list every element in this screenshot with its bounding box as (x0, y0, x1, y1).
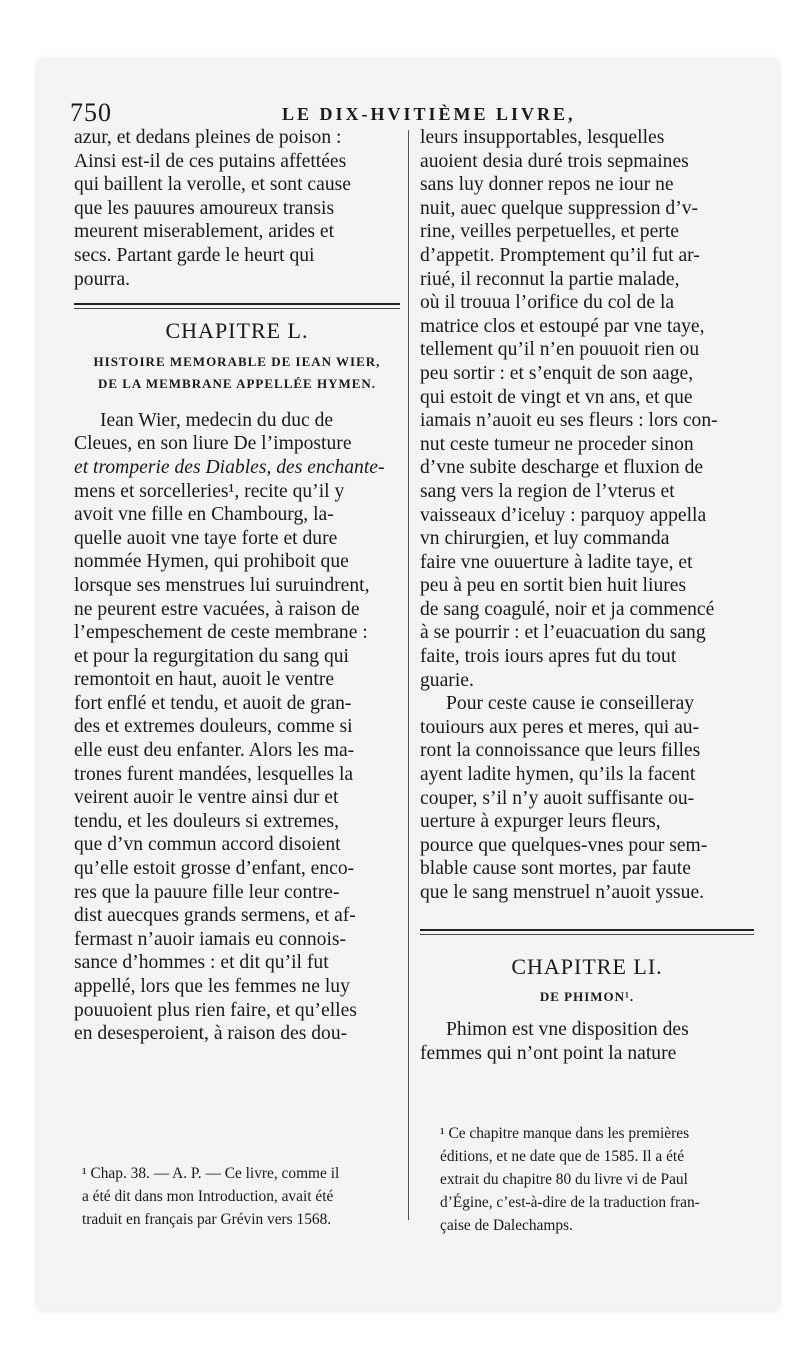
text-line: ayent ladite hymen, qu’ils la facent (420, 764, 696, 786)
column-divider (408, 130, 409, 1220)
text-line: à se pourrir : et l’euacuation du sang (420, 622, 706, 644)
chapter-title: CHAPITRE LI. (511, 953, 663, 979)
text-line: lorsque ses menstrues lui suruindrent, (74, 574, 370, 596)
text-line: d’vne subite descharge et fluxion de (420, 457, 704, 479)
footnote-line: ¹ Chap. 38. — A. P. — Ce livre, comme il (82, 1165, 340, 1182)
text-line: ront la connoissance que leurs filles (420, 740, 701, 762)
text-line: trones furent mandées, lesquelles la (74, 763, 354, 785)
text-line: riué, il reconnut la partie malade, (420, 268, 680, 290)
text-line: qui estoit de vingt et vn ans, et que (420, 386, 693, 408)
text-line: de sang coagulé, noir et ja commencé (420, 598, 715, 620)
right-lines-after (420, 1018, 754, 1065)
text-line: Ainsi est-il de ces putains affettées (74, 150, 347, 172)
footnote-line: extrait du chapitre 80 du livre vi de Paul (440, 1171, 688, 1188)
text-line: veirent auoir le ventre ainsi dur et (74, 787, 339, 809)
text-line: remontoit en haut, auoit le ventre (74, 669, 335, 691)
text-line: que le sang menstruel n’auoit yssue. (420, 882, 705, 903)
text-line: fermast n’auoir iamais eu connois- (74, 928, 347, 950)
text-line: quelle auoit vne taye forte et dure (74, 527, 338, 549)
left-lines-before (74, 126, 400, 291)
text-line: nuit, auec quelque suppression d’v- (420, 197, 699, 219)
text-line: secs. Partant garde le heurt qui (74, 244, 315, 266)
text-line: uerture à expurger leurs fleurs, (420, 811, 661, 833)
text-line: iamais n’auoit eu ses fleurs : lors con- (420, 410, 718, 432)
footnote-line: d’Égine, c’est-à-dire de la traduction fran- (440, 1194, 700, 1211)
text-line: elle eust deu enfanter. Alors les ma- (74, 740, 355, 762)
right-lines-before (420, 126, 754, 692)
footnote-line: çaise de Dalechamps. (440, 1217, 573, 1234)
text-line: que d’vn commun accord disoient (74, 834, 341, 856)
text-line: sang vers la region de l’vterus et (420, 480, 675, 502)
right-paragraph-2 (420, 692, 754, 904)
text-line: sans luy donner repos ne iour ne (420, 174, 674, 196)
text-line: où il trouua l’orifice du col de la (420, 292, 675, 314)
left-lines-after (74, 409, 400, 1046)
page-number: 750 (70, 98, 112, 127)
text-line: Pour ceste cause ie conseilleray (446, 693, 695, 715)
text-line: pouuoient plus rien faire, et qu’elles (74, 999, 357, 1021)
text-line: azur, et dedans pleines de poison : (74, 127, 342, 148)
footnote-line: a été dit dans mon Introduction, avait été (82, 1188, 334, 1205)
text-line: Phimon est vne disposition des (446, 1019, 689, 1041)
text-line: dist auecques grands sermens, et af- (74, 905, 356, 927)
text-line: tendu, et les douleurs si extremes, (74, 810, 339, 832)
text-line: sance d’hommes : et dit qu’il fut (74, 952, 329, 974)
text-line: nommée Hymen, qui prohiboit que (74, 551, 349, 573)
text-line: Iean Wier, medecin du duc de (100, 409, 334, 431)
text-line: peu sortir : et s’enquit de son aage, (420, 362, 694, 384)
footnote-line: ¹ Ce chapitre manque dans les premières (440, 1125, 690, 1142)
text-line: appellé, lors que les femmes ne luy (74, 976, 350, 997)
text-line: leurs insupportables, lesquelles (420, 127, 665, 148)
chapter-title: CHAPITRE L. (165, 318, 309, 344)
section-rule (420, 929, 754, 935)
text-line: peu à peu en sortit bien huit liures (420, 575, 687, 597)
footnote-line: traduit en français par Grévin vers 1568. (82, 1211, 332, 1228)
text-line: avoit vne fille en Chambourg, la- (74, 504, 334, 526)
text-line: meurent miserablement, arides et (74, 221, 335, 243)
footnote-line: éditions, et ne date que de 1585. Il a été (440, 1148, 685, 1165)
chapter-subtitle: DE PHIMON¹. (539, 989, 635, 1005)
text-line: ne peurent estre vacuées, à raison de (74, 598, 360, 620)
text-line: res que la pauure fille leur contre- (74, 881, 340, 903)
text-line: qui baillent la verolle, et sont cause (74, 174, 351, 196)
text-line: pourra. (74, 268, 131, 290)
text-line: rine, veilles perpetuelles, et perte (420, 221, 679, 243)
left-column (74, 126, 400, 1046)
right-column (420, 126, 754, 1065)
text-line: fort enflé et tendu, et auoit de gran- (74, 692, 352, 714)
text-line: et tromperie des Diables, des enchante- (74, 456, 385, 478)
text-line: femmes qui n’ont point la nature (420, 1042, 677, 1064)
text-line: faite, trois iours apres fut du tout (420, 646, 677, 668)
text-line: faire vne ouuerture à ladite taye, et (420, 551, 693, 573)
left-footnote (82, 1162, 402, 1231)
text-line: guarie. (420, 669, 474, 691)
running-title: LE DIX-HVITIÈME LIVRE, (282, 104, 576, 124)
section-rule (74, 303, 400, 309)
page-header (34, 98, 774, 128)
text-line: l’empeschement de ceste membrane : (74, 622, 368, 644)
text-line: et pour la regurgitation du sang qui (74, 645, 349, 667)
text-line: que les pauures amoureux transis (74, 197, 335, 219)
text-line: touiours aux peres et meres, qui au- (420, 716, 700, 738)
text-line: d’appetit. Promptement qu’il fut ar- (420, 244, 700, 266)
text-line: vn chirurgien, et luy commanda (420, 528, 670, 550)
chapter-subtitle: DE LA MEMBRANE APPELLÉE HYMEN. (97, 375, 377, 391)
text-line: tellement qu’il n’en pouuoit rien ou (420, 339, 700, 361)
text-line: vaisseaux d’iceluy : parquoy appella (420, 504, 707, 526)
text-line: nut ceste tumeur ne proceder sinon (420, 433, 694, 455)
text-line: auoient desia duré trois sepmaines (420, 150, 689, 172)
text-line: Cleues, en son liure De l’imposture (74, 433, 352, 455)
text-line: mens et sorcelleries¹, recite qu’il y (74, 480, 345, 502)
text-line: pource que quelques-vnes pour sem- (420, 834, 708, 856)
text-line: matrice clos et estoupé par vne taye, (420, 315, 705, 337)
text-line: blable cause sont mortes, par faute (420, 858, 691, 880)
right-footnote (440, 1122, 760, 1237)
text-line: en desesperoient, à raison des dou- (74, 1023, 348, 1045)
text-line: couper, s’il n’y auoit suffisante ou- (420, 787, 695, 809)
chapter-subtitle: HISTOIRE MEMORABLE DE IEAN WIER, (93, 353, 381, 369)
text-line: des et extremes douleurs, comme si (74, 716, 353, 738)
text-line: qu’elle estoit grosse d’enfant, enco- (74, 858, 355, 880)
